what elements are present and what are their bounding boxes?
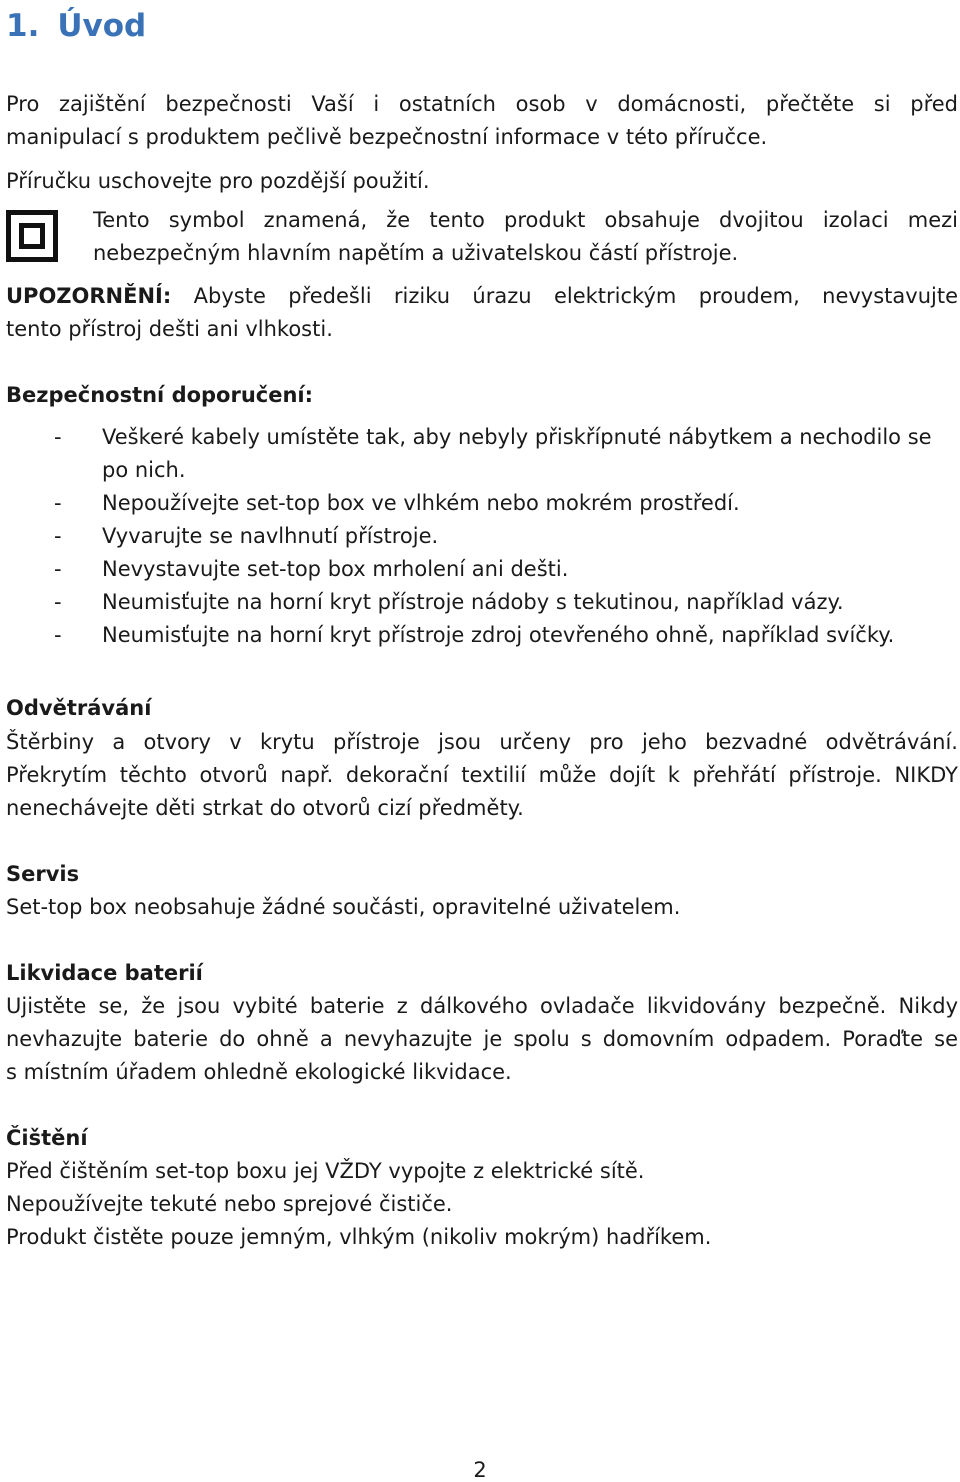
- section-title-text: Úvod: [57, 8, 147, 44]
- safety-list: [6, 421, 958, 652]
- list-dash: -: [54, 590, 62, 614]
- page-number: 2: [473, 1458, 487, 1482]
- double-insulation-icon: [6, 210, 58, 262]
- list-dash: -: [54, 623, 62, 647]
- symbol-line-1: Tento symbol znamená, že tento produkt obsahuje dvojitou izolaci mezi: [93, 208, 958, 232]
- double-insulation-text: [93, 204, 958, 270]
- list-item-text: Nevystavujte set-top box mrholení ani dešti.: [102, 557, 569, 581]
- double-insulation-notice: [6, 204, 958, 274]
- warning-line-1: [6, 280, 958, 313]
- cleaning-line-1: Před čištěním set-top boxu jej VŽDY vypojte z elektrické sítě.: [6, 1159, 645, 1183]
- batteries-line-3: s místním úřadem ohledně ekologické likvidace.: [6, 1060, 512, 1084]
- warning-line-2: tento přístroj dešti ani vlhkosti.: [6, 317, 333, 341]
- cleaning-line-2: Nepoužívejte tekuté nebo sprejové čističe.: [6, 1192, 453, 1216]
- batteries-line-2: nevhazujte baterie do ohně a nevyhazujte je spolu s domovním odpadem. Poraďte se: [6, 1027, 958, 1051]
- intro-line-2: manipulací s produktem pečlivě bezpečnostní informace v této příručce.: [6, 125, 768, 149]
- list-item-text: Veškeré kabely umístěte tak, aby nebyly přiskřípnuté nábytkem a nechodilo se po nich.: [102, 425, 932, 482]
- cleaning-heading: Čištění: [6, 1126, 88, 1150]
- intro-line-3: Příručku uschovejte pro pozdější použití.: [6, 169, 430, 193]
- ventilation-line-1: Štěrbiny a otvory v krytu přístroje jsou určeny pro jeho bezvadné odvětrávání.: [6, 730, 958, 754]
- list-item: [6, 553, 958, 586]
- list-item: [6, 520, 958, 553]
- cleaning-line-3: Produkt čistěte pouze jemným, vlhkým (nikoliv mokrým) hadříkem.: [6, 1225, 712, 1249]
- list-item-text: Vyvarujte se navlhnutí přístroje.: [102, 524, 439, 548]
- service-heading: Servis: [6, 862, 80, 886]
- symbol-line-2: nebezpečným hlavním napětím a uživatelskou částí přístroje.: [93, 241, 739, 265]
- ventilation-line-2: Překrytím těchto otvorů např. dekorační textilií může dojít k přehřátí přístroje. NIKDY: [6, 763, 958, 787]
- safety-heading: Bezpečnostní doporučení:: [6, 383, 314, 407]
- list-item-text: Neumisťujte na horní kryt přístroje nádoby s tekutinou, například vázy.: [102, 590, 844, 614]
- intro-line-1: Pro zajištění bezpečnosti Vaší i ostatních osob v domácnosti, přečtěte si před: [6, 92, 958, 116]
- list-item: [6, 487, 958, 520]
- list-item: [6, 421, 958, 487]
- list-dash: -: [54, 524, 62, 548]
- double-insulation-inner-square: [19, 223, 45, 249]
- list-dash: -: [54, 557, 62, 581]
- list-item-text: Nepoužívejte set-top box ve vlhkém nebo mokrém prostředí.: [102, 491, 740, 515]
- batteries-line-1: Ujistěte se, že jsou vybité baterie z dálkového ovladače likvidovány bezpečně. Nikdy: [6, 994, 958, 1018]
- list-dash: -: [54, 491, 62, 515]
- list-item: [6, 586, 958, 619]
- list-dash: -: [54, 425, 62, 449]
- batteries-heading: Likvidace baterií: [6, 961, 203, 985]
- ventilation-heading: Odvětrávání: [6, 696, 152, 720]
- warning-text-1: Abyste předešli riziku úrazu elektrickým proudem, nevystavujte: [171, 284, 958, 308]
- list-item: [6, 619, 958, 652]
- ventilation-line-3: nenechávejte děti strkat do otvorů cizí předměty.: [6, 796, 524, 820]
- section-title: [6, 8, 146, 44]
- section-number: 1.: [6, 8, 40, 44]
- list-item-text: Neumisťujte na horní kryt přístroje zdroj otevřeného ohně, například svíčky.: [102, 623, 895, 647]
- service-text: Set-top box neobsahuje žádné součásti, opravitelné uživatelem.: [6, 895, 681, 919]
- warning-label: UPOZORNĚNÍ:: [6, 284, 172, 308]
